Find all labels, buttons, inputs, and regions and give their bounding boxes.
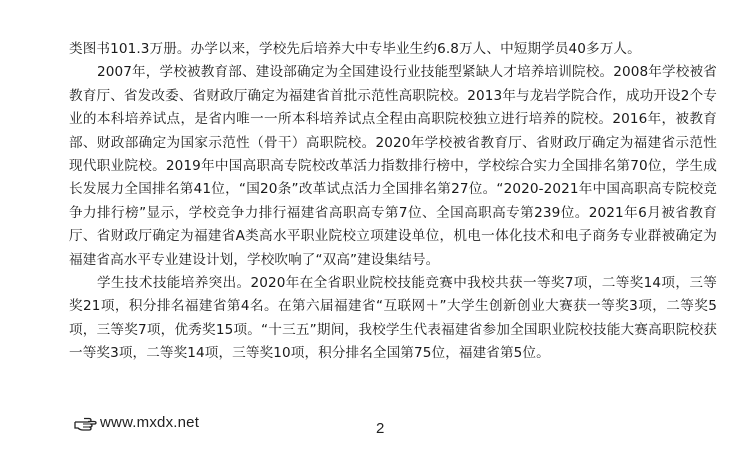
website-url[interactable]: www.mxdx.net xyxy=(100,414,200,431)
body-text xyxy=(69,38,717,366)
paragraph-1: 类图书101.3万册。办学以来，学校先后培养大中专毕业生约6.8万人、中短期学员40多万人。 xyxy=(69,41,641,57)
page-number: 2 xyxy=(376,420,385,437)
paragraph-2: 2007年，学校被教育部、建设部确定为全国建设行业技能型紧缺人才培养培训院校。2008年学校被省教育厅、省发改委、省财政厅确定为福建省首批示范性高职院校。2013年与龙岩学院合作，成功开设2个专业的本科培养试点，是省内唯一一所本科培养试点全程由高职院校独立进行培养的院校。2016年，被教育部、财政部确定为国家示范性（骨干）高职院校。2020年学校被省教育厅、省财政厅确定为福建省示范性现代职业院校。2019年中国高职高专院校改革活力指数排行榜中，学校综合实力全国排名第70位，学生成长发展力全国排名第41位，“国20条”改革试点活力全国排名第27位。“2020-2021年中国高职高专院校竞争力排行榜”显示，学校竞争力排行福建省高职高专第7位、全国高职高专第239位。2021年6月被省教育厅、省财政厅确定为福建省A类高水平职业院校立项建设单位，机电一体化技术和电子商务专业群被确定为福建省高水平专业建设计划，学校吹响了“双高”建设集结号。 xyxy=(69,64,717,268)
paragraph-3: 学生技术技能培养突出。2020年在全省职业院校技能竞赛中我校共获一等奖7项，二等奖14项，三等奖21项，积分排名福建省第4名。在第六届福建省“互联网＋”大学生创新创业大赛获一等奖3项，二等奖5项，三等奖7项，优秀奖15项。“十三五”期间，我校学生代表福建省参加全国职业院校技能大赛高职院校获一等奖3项，二等奖14项，三等奖10项，积分排名全国第75位，福建省第5位。 xyxy=(69,275,717,362)
footer-website-link[interactable] xyxy=(74,414,199,431)
pointing-hand-icon xyxy=(74,415,98,431)
